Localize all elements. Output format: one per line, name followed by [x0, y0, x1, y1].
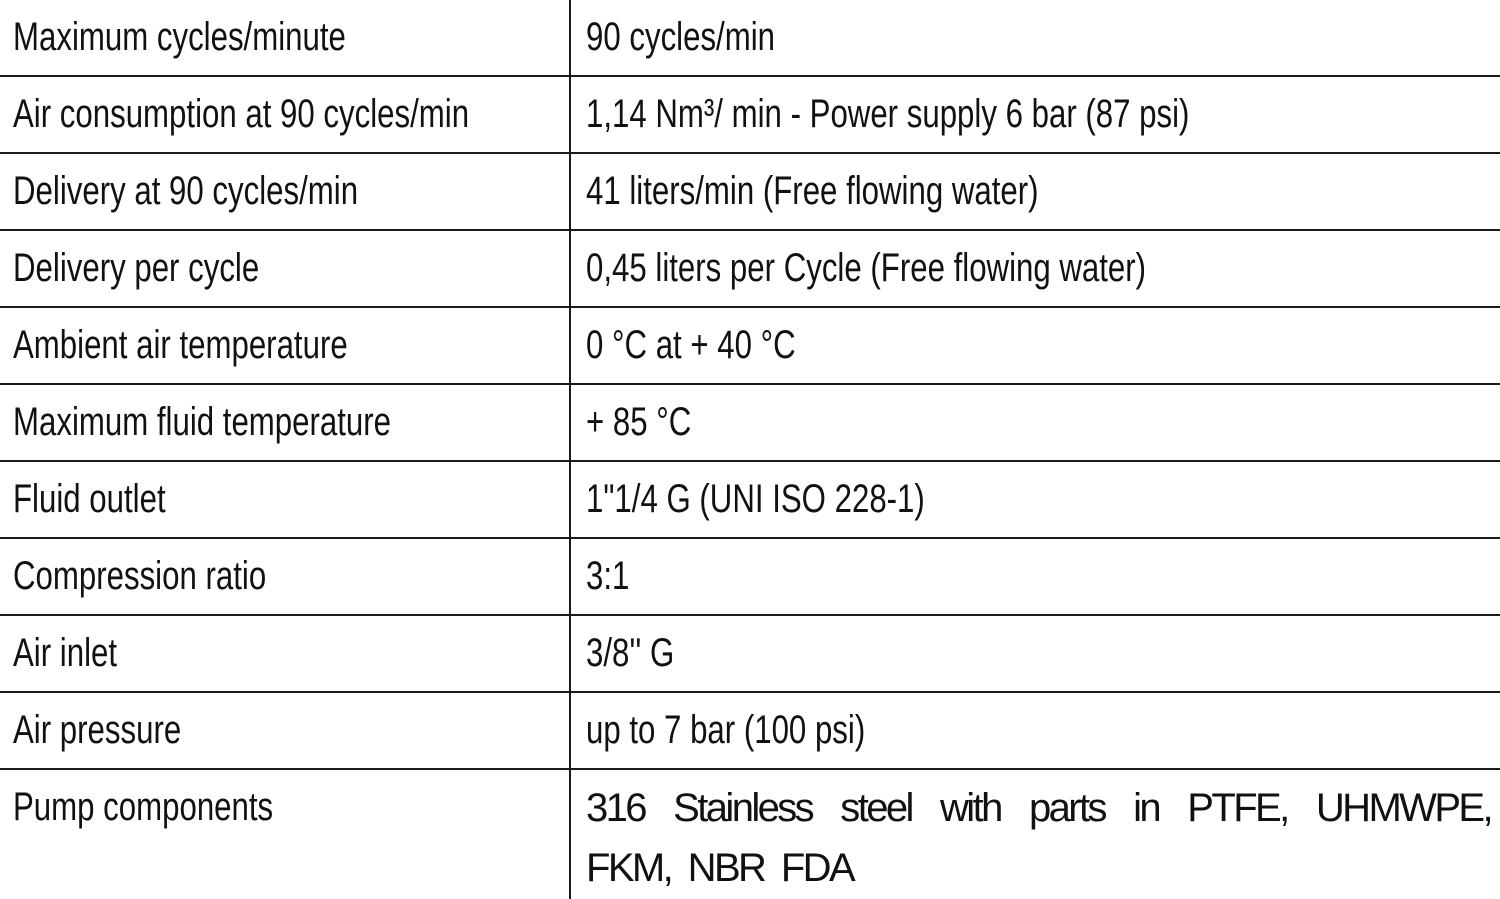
spec-value: [570, 384, 1500, 461]
spec-value-text: 1"1/4 G (UNI ISO 228-1): [586, 477, 925, 521]
spec-value-text: 1,14 Nm³/ min - Power supply 6 bar (87 psi): [586, 92, 1190, 136]
table-row: [0, 384, 1500, 461]
spec-value: [570, 615, 1500, 692]
spec-value-text: 0 °C at + 40 °C: [586, 323, 796, 367]
spec-label-text: Air pressure: [13, 708, 182, 752]
spec-value-text: 3/8'' G: [586, 631, 675, 675]
spec-label-text: Pump components: [13, 785, 274, 829]
spec-label: [0, 615, 570, 692]
spec-value-text: + 85 °C: [586, 400, 692, 444]
spec-value: [570, 307, 1500, 384]
table-row: [0, 153, 1500, 230]
spec-label: [0, 153, 570, 230]
spec-label: [0, 230, 570, 307]
spec-label-text: Compression ratio: [13, 554, 267, 598]
spec-value: [570, 76, 1500, 153]
table-row: [0, 307, 1500, 384]
table-row: [0, 230, 1500, 307]
spec-value-text: 0,45 liters per Cycle (Free flowing water): [586, 246, 1147, 290]
spec-value: [570, 769, 1500, 899]
spec-value: [570, 692, 1500, 769]
spec-label-text: Air inlet: [13, 631, 118, 675]
spec-value: [570, 153, 1500, 230]
spec-label-text: Delivery per cycle: [13, 246, 260, 290]
table-row: [0, 615, 1500, 692]
spec-value-text: 41 liters/min (Free flowing water): [586, 169, 1039, 213]
spec-label: [0, 0, 570, 76]
spec-label: [0, 461, 570, 538]
spec-value-text: 90 cycles/min: [586, 15, 776, 59]
spec-label-text: Fluid outlet: [13, 477, 166, 521]
spec-label: [0, 307, 570, 384]
table-row: [0, 769, 1500, 899]
spec-label: [0, 384, 570, 461]
spec-value: [570, 461, 1500, 538]
spec-label: [0, 76, 570, 153]
spec-value: [570, 230, 1500, 307]
spec-value-text: 3:1: [586, 554, 630, 598]
spec-label-text: Maximum fluid temperature: [13, 400, 391, 444]
spec-label-text: Ambient air temperature: [13, 323, 348, 367]
spec-label-text: Maximum cycles/minute: [13, 15, 346, 59]
spec-label: [0, 692, 570, 769]
spec-label-text: Air consumption at 90 cycles/min: [13, 92, 470, 136]
table-row: [0, 692, 1500, 769]
spec-label: [0, 769, 570, 899]
spec-value-text: 316 Stainless steel with parts in PTFE, UHMWPE, FKM, NBR FDA: [586, 786, 1491, 890]
table-row: [0, 76, 1500, 153]
spec-label-text: Delivery at 90 cycles/min: [13, 169, 359, 213]
spec-value-text: up to 7 bar (100 psi): [586, 708, 866, 752]
spec-value: [570, 0, 1500, 76]
table-row: [0, 538, 1500, 615]
table-row: [0, 461, 1500, 538]
table-row: [0, 0, 1500, 76]
spec-value: [570, 538, 1500, 615]
spec-label: [0, 538, 570, 615]
